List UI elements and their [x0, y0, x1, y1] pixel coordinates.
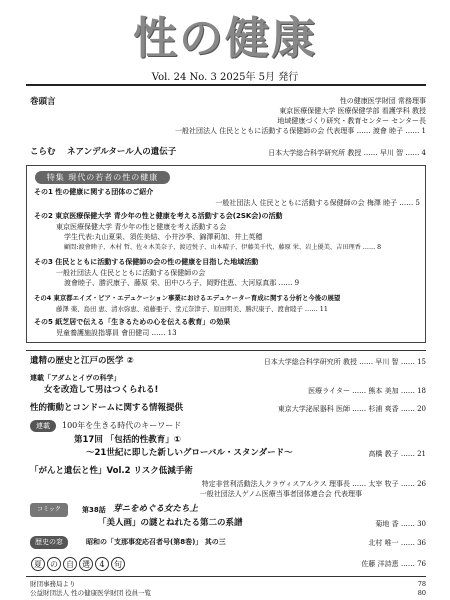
feature-section-title[interactable]: その3 住民とともに活動する保健師の会の性の健康を目指した地域活動 — [34, 258, 259, 266]
foreword-line: 一般社団法人 住民とともに活動する保健師の会 代表理事 …… 渡會 睦子 …… 1 — [174, 127, 426, 135]
renzai-series-title: 100年を生きる時代のキーワード — [62, 421, 182, 430]
renzai-episode[interactable]: 第17回 「包括的性教育」① — [74, 435, 181, 445]
koramu-title[interactable]: ネアンデルタール人の遺伝子 — [67, 147, 177, 157]
haiku-char: 選 — [79, 557, 93, 571]
renzai-subtitle[interactable]: ～21世紀に即した新しいグローバル・スタンダード～ — [86, 448, 293, 458]
feature-section-title[interactable]: その2 東京医療保健大学 青少年の性と健康を考える活動する会(2SK会)の活動 — [34, 212, 283, 220]
volume-issue-line: Vol. 24 No. 3 2025年 5月 発行 — [151, 72, 299, 83]
feature-line: 渡會睦子、勝沢康子、藤原 栄、田中ひろ子、岡野佳恵、大河原真那 …… 9 — [64, 279, 300, 287]
foreword-line: 性の健康医学財団 常務理事 — [339, 97, 426, 105]
history-title[interactable]: 昭和の「支那事変応召者号(第8巻)」 其の三 — [86, 538, 226, 546]
feature-section-title[interactable]: その5 紙芝居で伝える「生きるための心を伝える教育」の効果 — [34, 318, 231, 326]
feature-banner[interactable]: 特集 現代の若者の性の健康 — [46, 173, 159, 182]
comic-title[interactable]: 芽ニをめぐる女たち上 — [113, 504, 199, 514]
history-badge: 歴史の窓 — [30, 536, 68, 549]
article-author: 特定非営利活動法人クラヴィスアルクス 理事長 …… 太宰 牧子 …… 26 — [201, 480, 426, 488]
article-author: 東京大学泌尿器科 医師 …… 杉浦 爽香 …… 20 — [277, 405, 426, 413]
feature-line: 学生代表:丸山夏果、須佐美結、小井沙季、錦澤莉加、井上英穂 — [64, 233, 263, 241]
history-author: 北村 唯一 …… 36 — [368, 539, 426, 547]
comic-author: 菊地 香 …… 30 — [375, 520, 426, 528]
foreword-label[interactable]: 巻頭言 — [30, 97, 56, 107]
footer-item[interactable]: 公益財団法人 性の健康医学財団 役員一覧 — [30, 589, 152, 597]
footer-item[interactable]: 財団事務局より — [30, 580, 76, 588]
article-series-label: 連載「アダムとイヴの科学」 — [30, 374, 121, 382]
koramu-author: 日本大学総合科学研究所 教授 …… 早川 智 …… 4 — [268, 149, 426, 157]
magazine-title: 性の健康 — [133, 13, 317, 64]
renzai-author: 高橋 教子 …… 21 — [368, 450, 426, 458]
feature-line: 児童養護施設指導員 會田健司 …… 13 — [56, 329, 177, 337]
article-author: 日本大学総合科学研究所 教授 …… 早川 智 …… 15 — [263, 358, 426, 366]
article-title[interactable]: 遺精の歴史と江戸の医学 ② — [30, 356, 134, 366]
feature-line: 一般社団法人 住民とともに活動する保健師の会 — [56, 269, 206, 277]
haiku-char: の — [47, 557, 61, 571]
haiku-author: 佐藤 洋詩恵 …… 76 — [361, 560, 426, 568]
article-title[interactable]: 性的衝動とコンドームに関する情報提供 — [30, 403, 184, 413]
feature-section-title[interactable]: その4 東京都エイズ・ピア・エデュケーション事業におけるエデュケーター育成に関する分析と今後の展望 — [34, 294, 341, 302]
koramu-label[interactable]: こらむ — [30, 147, 56, 157]
renzai-badge: 連載 — [30, 420, 56, 432]
haiku-char: 夏 — [31, 557, 45, 571]
foreword-line: 東京医療保健大学 医療保健学部 看護学科 教授 — [279, 107, 426, 115]
feature-line: 藤澤 楽、島田 恵、清水弥恵、遠藤亜子、堂元奈津子、原田明美、勝沢康子、渡會睦子 …… 11 — [56, 305, 328, 313]
article-author: 医療ライター …… 熊本 美加 …… 18 — [308, 387, 426, 395]
article-author: 一般社団法人ゲノム医療当事者団体連合会 代表理事 — [199, 490, 362, 498]
masthead-rule — [26, 84, 426, 86]
comic-episode: 第38話 — [82, 506, 106, 514]
feature-line: 一般社団法人 住民とともに活動する保健師の会 梅澤 睦子 …… 5 — [215, 199, 420, 207]
haiku-char: 4 — [95, 557, 109, 571]
feature-line: 顧問:渡會睦子、木村 哲、佐々木美奈子、渡辺悦子、山本晴子、伊藤美千代、藤原 栄、岩上優美、吉田理香 …… 8 — [64, 244, 382, 251]
comic-badge: コミック — [30, 503, 68, 517]
feature-section-title[interactable]: その1 性の健康に関する団体のご紹介 — [34, 188, 154, 196]
haiku-char: 句 — [111, 557, 125, 571]
haiku-char: 自 — [63, 557, 77, 571]
footer-page: 78 — [417, 580, 426, 588]
foreword-line: 地域健康づくり研究・教育センター センター長 — [277, 117, 426, 125]
footer-divider — [26, 576, 426, 577]
article-title[interactable]: 「がんと遺伝と性」Vol.2 リスク低減手術 — [30, 466, 193, 476]
divider — [26, 350, 426, 351]
footer-page: 80 — [417, 589, 426, 597]
comic-subtitle[interactable]: 「美人画」の謎とねれたる第二の系譜 — [98, 518, 243, 528]
feature-line: 東京医療保健大学 青少年の性と健康を考え活動する会 — [56, 223, 227, 231]
article-title[interactable]: 女を改造して男はつくられる! — [44, 385, 159, 395]
